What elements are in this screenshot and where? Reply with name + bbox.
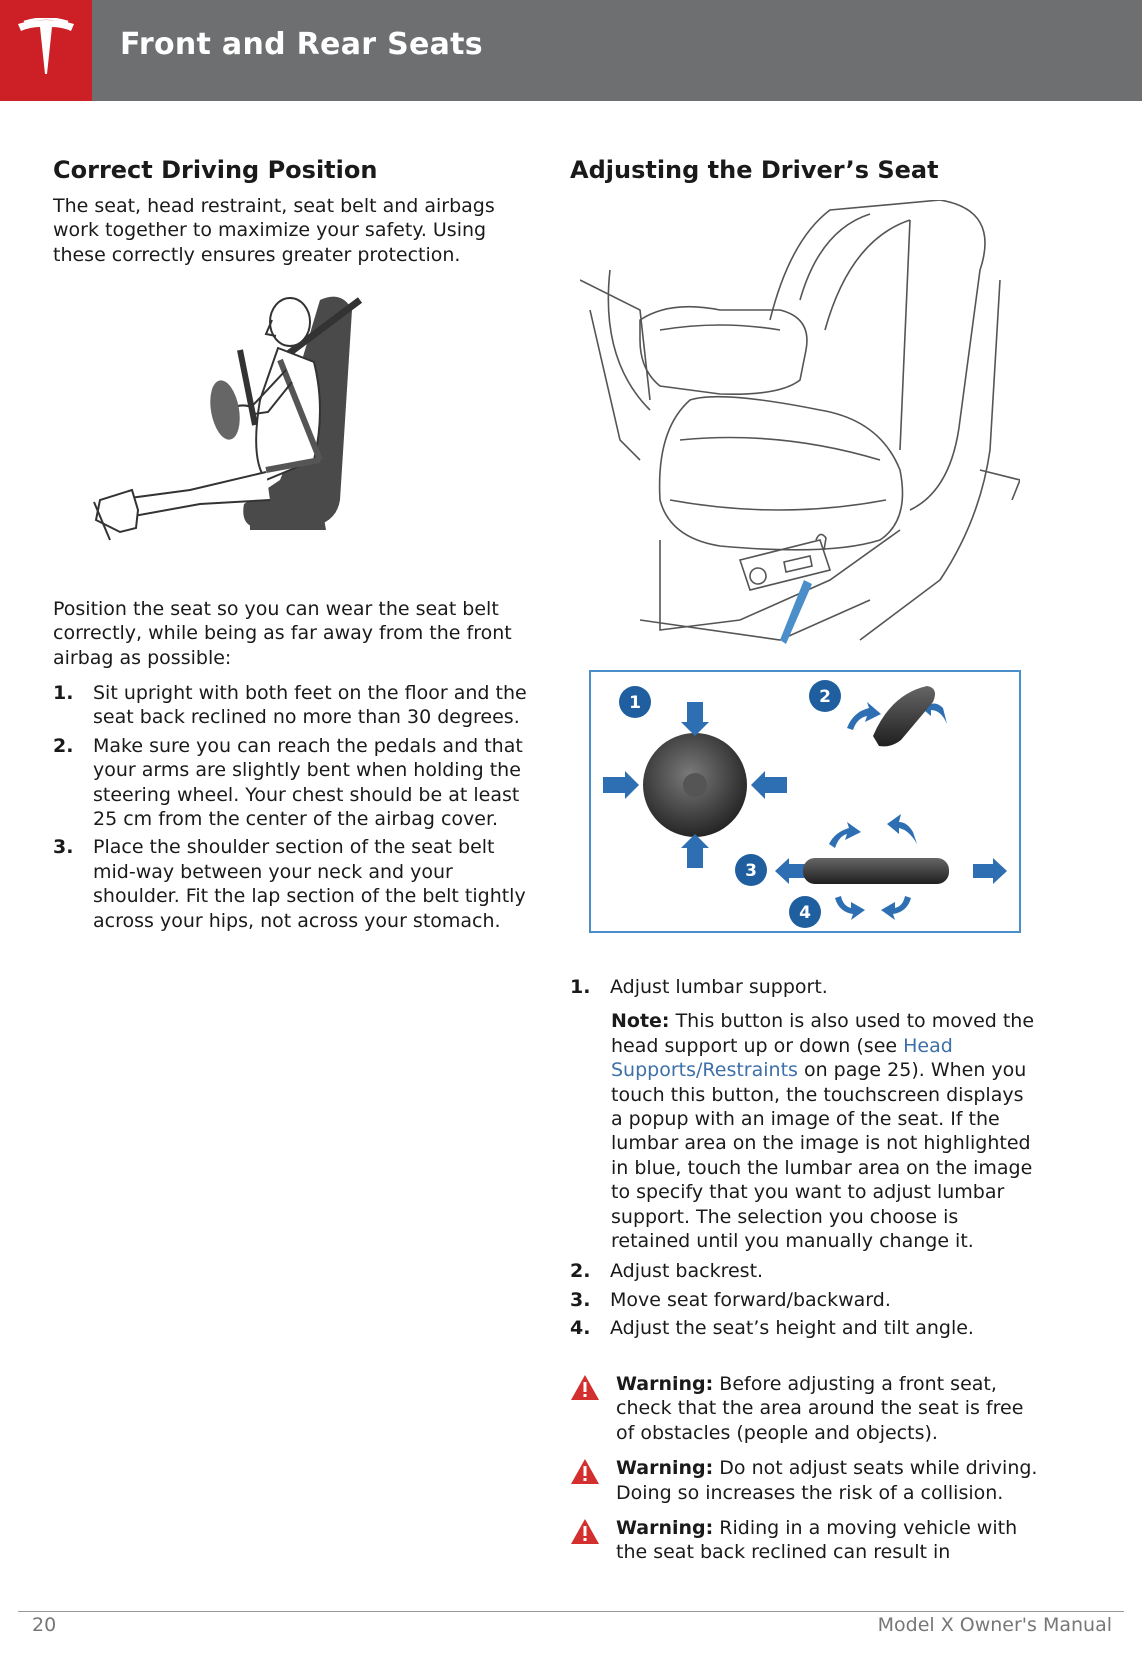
step-number: 4. — [570, 1317, 591, 1340]
list-item — [570, 975, 1040, 999]
step-text: Adjust lumbar support. — [610, 976, 828, 998]
warnings — [570, 1372, 1040, 1576]
warning-label: Warning: — [616, 1457, 714, 1480]
intro-paragraph: The seat, head restraint, seat belt and airbags work together to maximize your safety. Using these correctly ensures greater protection. — [53, 195, 495, 266]
step-number: 3. — [53, 836, 74, 859]
step-number: 1. — [53, 682, 74, 704]
warning-icon — [570, 1518, 600, 1545]
tesla-t-logo-icon — [14, 18, 78, 78]
step-text: Move seat forward/backward. — [610, 1288, 891, 1311]
page-number: 20 — [32, 1614, 57, 1636]
seat-line-drawing — [580, 200, 1020, 660]
section-title: Front and Rear Seats — [120, 27, 483, 62]
seat-controls-svg — [591, 672, 1019, 931]
step-number: 2. — [53, 734, 74, 757]
warning-label: Warning: — [616, 1373, 714, 1395]
step-text: Adjust the seat’s height and tilt angle. — [610, 1317, 974, 1340]
heading-adjusting-drivers-seat: Adjusting the Driver’s Seat — [570, 156, 939, 184]
driving-position-steps — [53, 681, 528, 937]
seat-controls-diagram — [589, 670, 1021, 933]
warning-icon — [570, 1374, 600, 1401]
callout-4: 4 — [799, 903, 811, 923]
note-label: Note: — [611, 1010, 670, 1033]
lead-paragraph: Position the seat so you can wear the seat belt correctly, while being as far away from the front airbag as possible: — [53, 598, 512, 669]
lumbar-note — [570, 1009, 1040, 1253]
heading-correct-driving-position: Correct Driving Position — [53, 156, 378, 184]
warning-label: Warning: — [616, 1517, 714, 1540]
list-item — [570, 1259, 1040, 1283]
step-number: 1. — [570, 976, 591, 998]
list-item — [53, 681, 528, 730]
callout-1: 1 — [629, 693, 641, 713]
step-text: Sit upright with both feet on the floor and the seat back reclined no more than 30 degrees. — [93, 682, 527, 729]
left-column — [53, 152, 528, 267]
right-column — [570, 152, 1040, 194]
callout-3: 3 — [745, 861, 757, 881]
warning-reclined — [570, 1516, 1040, 1565]
warning-obstacles — [570, 1372, 1040, 1445]
note-text-continued: on page 25). When you touch this button, the touchscreen displays a popup with an image of the seat. If the lumbar area on the image is not highlighted in blue, touch the lumbar area on the image to specify that you want to adjust lumbar support. The selection you choose is retained until you manually change it. — [611, 1059, 1033, 1253]
step-text: Adjust backrest. — [610, 1260, 764, 1283]
step-text: Place the shoulder section of the seat belt mid-way between your neck and your shoulder. Fit the lap section of the belt tightly across your hips, not across your stomach. — [93, 836, 526, 932]
head-supports-link[interactable]: Head Supports/Restraints — [611, 1034, 953, 1082]
warning-text: Do not adjust seats while driving. Doing so increases the risk of a collision. — [616, 1457, 1038, 1504]
driving-position-illustration — [90, 290, 470, 565]
footer-divider — [18, 1611, 1124, 1612]
note-text: This button is also used to moved the head support up or down (see — [611, 1010, 1035, 1057]
position-lead — [53, 597, 528, 670]
list-item — [53, 835, 528, 933]
list-item — [570, 1316, 1040, 1340]
step-number: 3. — [570, 1288, 591, 1311]
warning-text: Before adjusting a front seat, check that the area around the seat is free of obstacles (people and objects). — [616, 1373, 1024, 1444]
step-text: Make sure you can reach the pedals and that your arms are slightly bent when holding the steering wheel. Your chest should be at least 25 cm from the center of the airbag cover. — [93, 734, 523, 831]
warning-driving — [570, 1456, 1040, 1505]
warning-icon — [570, 1458, 600, 1485]
warning-text: Riding in a moving vehicle with the seat back reclined can result in — [616, 1517, 1018, 1564]
page-header — [0, 0, 1142, 101]
list-item — [53, 734, 528, 832]
seat-adjust-steps — [570, 975, 1040, 1345]
callout-2: 2 — [819, 687, 831, 707]
list-item — [570, 1288, 1040, 1312]
step-number: 2. — [570, 1260, 591, 1283]
tesla-logo — [0, 0, 92, 101]
manual-title: Model X Owner's Manual — [877, 1614, 1112, 1636]
